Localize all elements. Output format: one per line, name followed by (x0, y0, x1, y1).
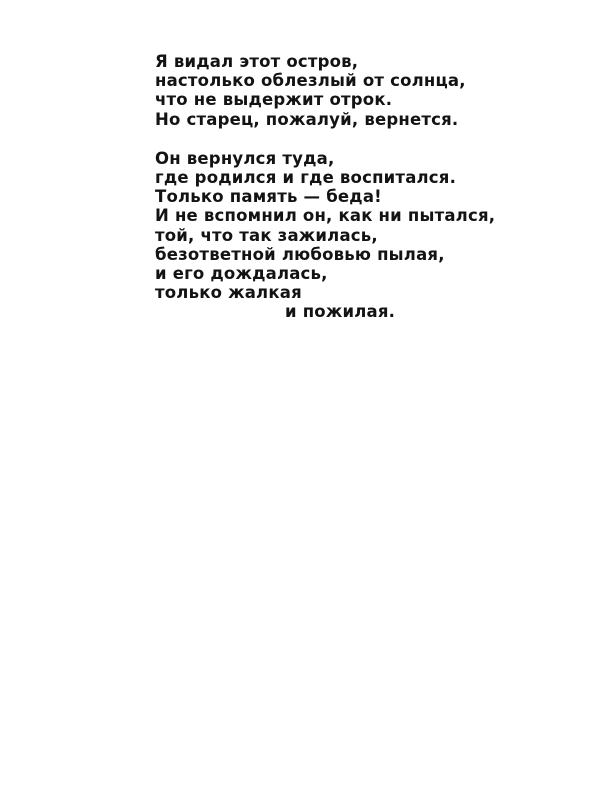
poem-line: и его дождалась, (155, 264, 328, 284)
poem-line: только жалкая (155, 283, 302, 303)
poem-line: И не вспомнил он, как ни пытался, (155, 206, 496, 226)
poem-line: той, что так зажилась, (155, 225, 378, 245)
poem-stanza-2 (155, 149, 555, 322)
poem-line-indented: и пожилая. (285, 302, 396, 322)
poem-text-block (155, 52, 555, 322)
poem-line: настолько облезлый от солнца, (155, 71, 466, 91)
poem-stanza-1 (155, 52, 555, 129)
poem-line: безответной любовью пылая, (155, 244, 445, 264)
poem-line: Только память — беда! (155, 187, 382, 207)
poem-line: где родился и где воспитался. (155, 168, 457, 188)
poem-line: что не выдержит отрок. (155, 90, 393, 110)
poem-line: Я видал этот остров, (155, 52, 359, 71)
poem-line: Он вернулся туда, (155, 148, 335, 168)
poem-line: Но старец, пожалуй, вернется. (155, 109, 459, 129)
